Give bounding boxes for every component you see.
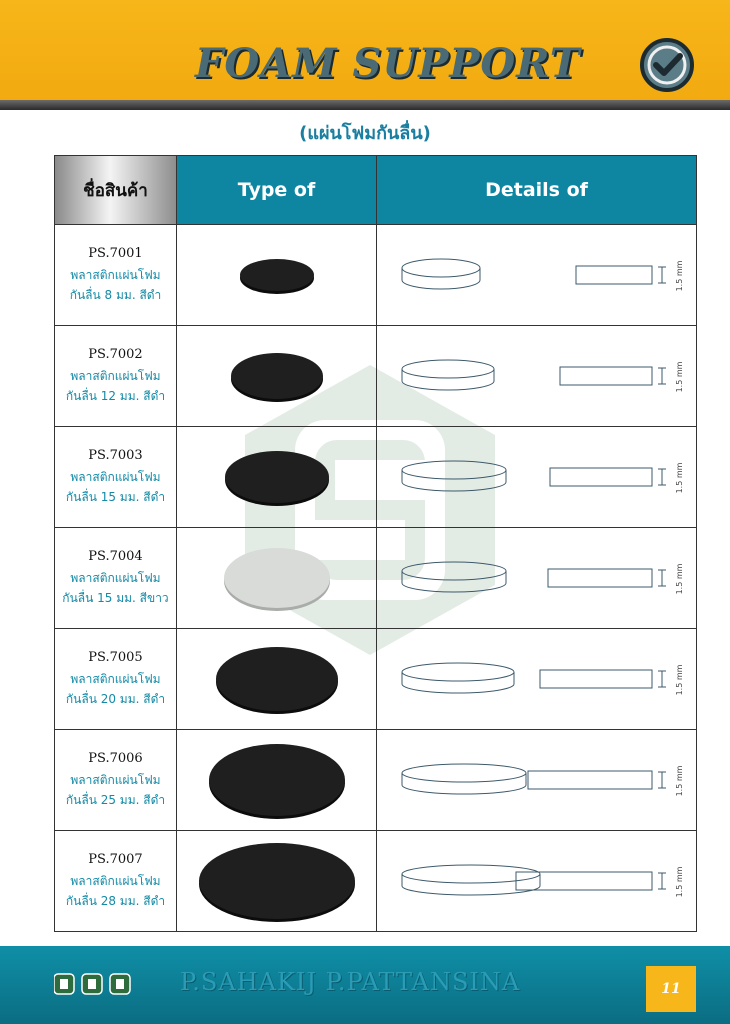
page-number: 11 bbox=[646, 966, 696, 1012]
table-row bbox=[55, 831, 697, 932]
product-image-cell bbox=[177, 326, 377, 427]
product-details-cell bbox=[377, 730, 697, 831]
pad-dimension-drawing bbox=[382, 836, 692, 926]
product-name-cell bbox=[55, 326, 177, 427]
column-header-type: Type of bbox=[177, 156, 377, 225]
foam-pad-image bbox=[187, 331, 367, 421]
product-desc-line1: พลาสติกแผ่นโฟม bbox=[70, 368, 161, 383]
product-image-cell bbox=[177, 831, 377, 932]
foam-pad-image bbox=[187, 533, 367, 623]
product-name-cell bbox=[55, 730, 177, 831]
product-image-cell bbox=[177, 730, 377, 831]
product-details-cell bbox=[377, 326, 697, 427]
column-header-details: Details of bbox=[377, 156, 697, 225]
product-name-cell bbox=[55, 831, 177, 932]
company-name: P.SAHAKIJ P.PATTANSINA bbox=[180, 968, 521, 996]
table-row bbox=[55, 427, 697, 528]
foam-pad-image bbox=[187, 432, 367, 522]
product-desc-line2: กันลื่น 20 มม. สีดำ bbox=[65, 691, 166, 706]
pad-dimension-drawing bbox=[382, 331, 692, 421]
product-image-cell bbox=[177, 225, 377, 326]
product-name-cell bbox=[55, 528, 177, 629]
product-code: PS.7006 bbox=[88, 750, 143, 766]
product-details-cell bbox=[377, 225, 697, 326]
product-code: PS.7007 bbox=[88, 851, 143, 867]
table-row bbox=[55, 528, 697, 629]
product-desc-line2: กันลื่น 15 มม. สีดำ bbox=[65, 489, 166, 504]
thickness-label: 1.5 mm bbox=[674, 563, 684, 595]
company-logos-icon bbox=[54, 972, 134, 998]
foam-pad-image bbox=[187, 230, 367, 320]
table-header-row bbox=[55, 156, 697, 225]
product-code: PS.7001 bbox=[88, 245, 143, 261]
product-code: PS.7002 bbox=[88, 346, 143, 362]
thickness-label: 1.5 mm bbox=[674, 361, 684, 393]
product-desc-line1: พลาสติกแผ่นโฟม bbox=[70, 267, 161, 282]
header-divider-bar bbox=[0, 100, 730, 110]
product-name-cell bbox=[55, 629, 177, 730]
product-details-cell bbox=[377, 629, 697, 730]
product-image-cell bbox=[177, 427, 377, 528]
page-title: FOAM SUPPORT bbox=[195, 40, 581, 87]
pad-dimension-drawing bbox=[382, 533, 692, 623]
table-row bbox=[55, 326, 697, 427]
pad-dimension-drawing bbox=[382, 230, 692, 320]
product-desc-line1: พลาสติกแผ่นโฟม bbox=[70, 570, 161, 585]
product-code: PS.7004 bbox=[88, 548, 143, 564]
product-table bbox=[54, 155, 697, 932]
thickness-label: 1.5 mm bbox=[674, 866, 684, 898]
pad-dimension-drawing bbox=[382, 735, 692, 825]
product-desc-line1: พลาสติกแผ่นโฟม bbox=[70, 469, 161, 484]
thickness-label: 1.5 mm bbox=[674, 260, 684, 292]
table-row bbox=[55, 730, 697, 831]
thickness-label: 1.5 mm bbox=[674, 664, 684, 696]
product-desc-line1: พลาสติกแผ่นโฟม bbox=[70, 772, 161, 787]
table-row bbox=[55, 225, 697, 326]
product-image-cell bbox=[177, 528, 377, 629]
product-code: PS.7005 bbox=[88, 649, 143, 665]
product-desc-line2: กันลื่น 12 มม. สีดำ bbox=[65, 388, 166, 403]
product-details-cell bbox=[377, 831, 697, 932]
page-subtitle: (แผ่นโฟมกันลื่น) bbox=[299, 123, 431, 144]
product-desc-line1: พลาสติกแผ่นโฟม bbox=[70, 873, 161, 888]
product-image-cell bbox=[177, 629, 377, 730]
foam-pad-image bbox=[187, 634, 367, 724]
pad-dimension-drawing bbox=[382, 634, 692, 724]
product-desc-line2: กันลื่น 15 มม. สีขาว bbox=[62, 590, 169, 605]
check-badge-icon bbox=[638, 36, 696, 94]
thickness-label: 1.5 mm bbox=[674, 462, 684, 494]
foam-pad-image bbox=[187, 836, 367, 926]
product-code: PS.7003 bbox=[88, 447, 143, 463]
column-header-name: ชื่อสินค้า bbox=[55, 156, 177, 225]
foam-pad-image bbox=[187, 735, 367, 825]
product-desc-line2: กันลื่น 28 มม. สีดำ bbox=[65, 893, 166, 908]
product-details-cell bbox=[377, 427, 697, 528]
product-desc-line2: กันลื่น 8 มม. สีดำ bbox=[69, 287, 162, 302]
table-row bbox=[55, 629, 697, 730]
product-desc-line1: พลาสติกแผ่นโฟม bbox=[70, 671, 161, 686]
product-name-cell bbox=[55, 427, 177, 528]
thickness-label: 1.5 mm bbox=[674, 765, 684, 797]
product-details-cell bbox=[377, 528, 697, 629]
product-name-cell bbox=[55, 225, 177, 326]
pad-dimension-drawing bbox=[382, 432, 692, 522]
product-desc-line2: กันลื่น 25 มม. สีดำ bbox=[65, 792, 166, 807]
